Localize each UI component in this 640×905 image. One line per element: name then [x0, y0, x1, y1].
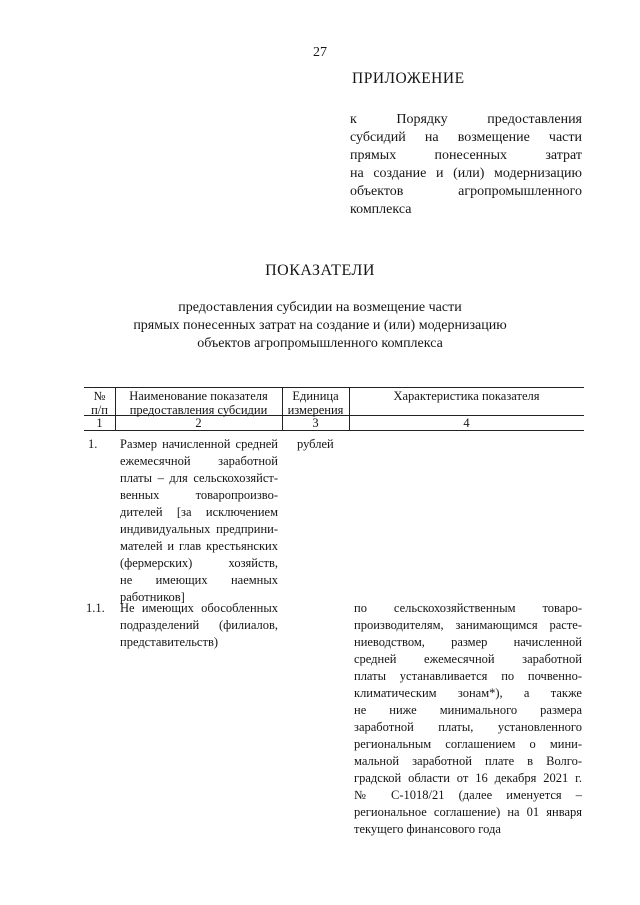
characteristic-line: по сельскохозяйственным товаро-: [354, 601, 582, 615]
row-name-line: мателей и глав крестьянских: [120, 539, 278, 553]
numbering-cell: 2: [195, 416, 202, 430]
header-characteristic: Характеристика показателя: [393, 389, 540, 403]
characteristic-line: региональным соглашением о мини-: [354, 737, 582, 751]
characteristic-line: климатическим зонам*), а также: [354, 686, 582, 700]
characteristic-line: заработной платы, установленного: [354, 720, 582, 734]
row-name-line: индивидуальных предприни-: [120, 522, 278, 536]
subtitle-line: прямых понесенных затрат на создание и (или) модернизацию: [133, 318, 507, 333]
row-number: 1.1.: [86, 601, 105, 615]
row-name-line: (фермерских) хозяйств,: [120, 556, 278, 570]
characteristic-line: № С-1018/21 (далее именуется –: [354, 788, 582, 802]
document-heading: ПОКАЗАТЕЛИ: [265, 262, 375, 279]
row-indicator-name: [120, 600, 278, 651]
row-name-line: Размер начисленной средней: [120, 437, 278, 451]
table-numbering-border: [84, 430, 584, 431]
row-name-line: Не имеющих обособленных: [120, 601, 278, 615]
characteristic-line: производителям, занимающимся расте-: [354, 618, 582, 632]
appendix-title: ПРИЛОЖЕНИЕ: [352, 70, 465, 87]
characteristic-line: градской области от 16 декабря 2021 г.: [354, 771, 582, 785]
characteristic-line: мальной заработной плате в Волго-: [354, 754, 582, 768]
appendix-line: комплекса: [350, 202, 412, 217]
header-unit-line: Единица: [292, 389, 339, 403]
row-name-line: представительств): [120, 635, 219, 649]
appendix-line: на создание и (или) модернизацию: [350, 166, 582, 181]
row-name-line: ежемесячной заработной: [120, 454, 278, 468]
row-name-line: венных товаропроизво-: [120, 488, 278, 502]
header-number: [84, 389, 115, 417]
table-top-border: [84, 387, 584, 388]
appendix-line: к Порядку предоставления: [350, 112, 582, 127]
appendix-line: объектов агропромышленного: [350, 184, 582, 199]
row-name-line: платы – для сельскохозяйст-: [120, 471, 278, 485]
subtitle-line: объектов агропромышленного комплекса: [197, 336, 443, 351]
characteristic-line: текущего финансового года: [354, 822, 501, 836]
row-name-line: не имеющих наемных: [120, 573, 278, 587]
appendix-line: прямых понесенных затрат: [350, 148, 582, 163]
subtitle-line: предоставления субсидии на возмещение части: [178, 300, 462, 315]
numbering-cell: 3: [312, 416, 319, 430]
header-unit: [282, 389, 349, 417]
row-name-line: дителей [за исключением: [120, 505, 278, 519]
row-indicator-name: [120, 436, 278, 606]
row-characteristic: [354, 600, 582, 838]
numbering-cell: 4: [463, 416, 470, 430]
characteristic-line: средней ежемесячной заработной: [354, 652, 582, 666]
characteristic-line: региональное соглашение) на 01 января: [354, 805, 582, 819]
header-name-line: предоставления субсидии: [129, 403, 268, 417]
row-name-line: подразделений (филиалов,: [120, 618, 278, 632]
document-subtitle: [100, 299, 540, 353]
appendix-reference: [350, 111, 582, 219]
header-number-line: п/п: [91, 403, 108, 417]
page-number: 27: [313, 45, 327, 60]
header-indicator-name: [115, 389, 282, 417]
characteristic-line: не ниже минимального размера: [354, 703, 582, 717]
row-name-line: работников]: [120, 590, 185, 604]
characteristic-line: платы устанавливается по почвенно-: [354, 669, 582, 683]
header-name-line: Наименование показателя: [129, 389, 268, 403]
row-unit: рублей: [297, 437, 334, 451]
row-number: 1.: [88, 437, 98, 451]
header-unit-line: измерения: [287, 403, 344, 417]
appendix-line: субсидий на возмещение части: [350, 130, 582, 145]
characteristic-line: ниеводством, размер начисленной: [354, 635, 582, 649]
numbering-cell: 1: [96, 416, 103, 430]
header-number-line: №: [93, 389, 106, 403]
